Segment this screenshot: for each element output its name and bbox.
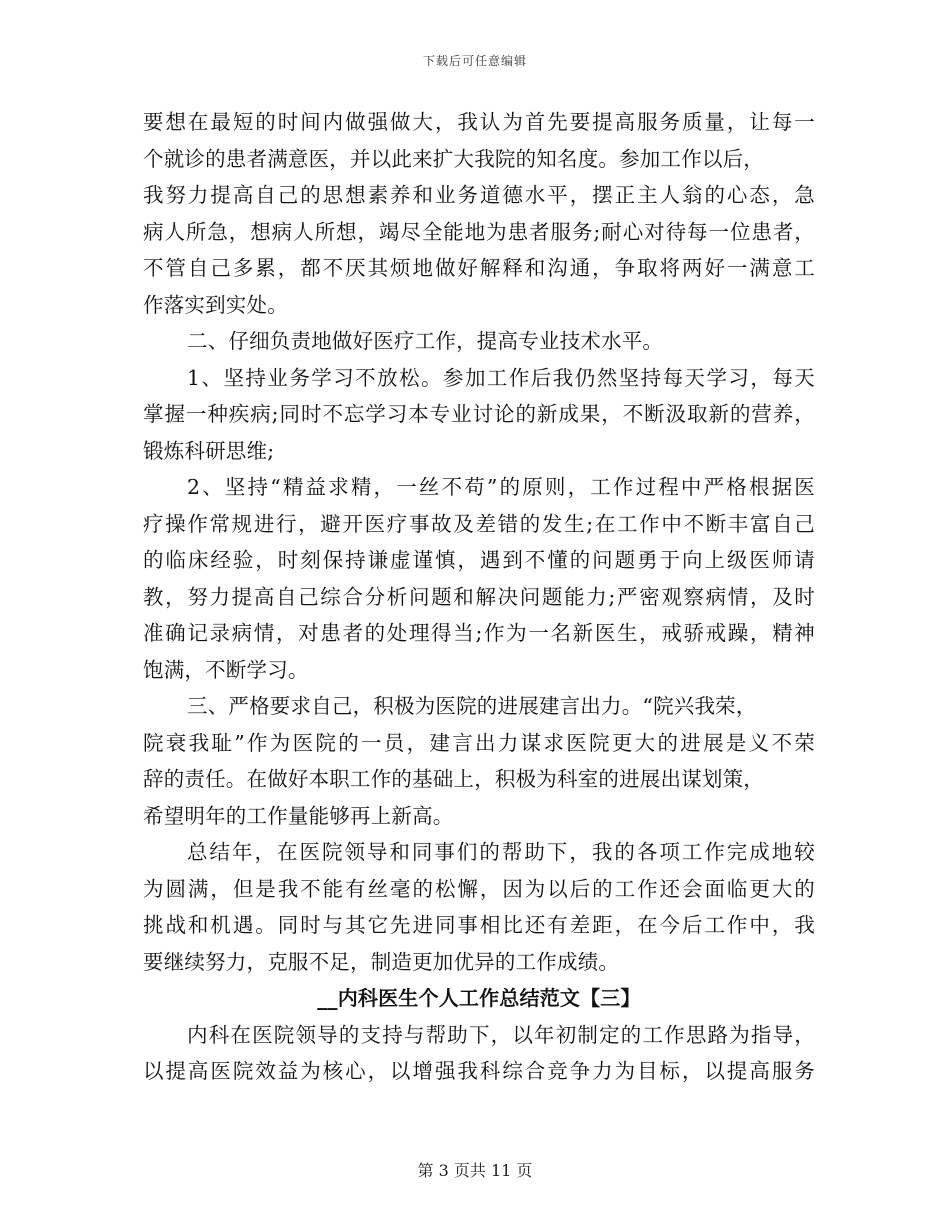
paragraph-line: 以提高医院效益为核心，以增强我科综合竞争力为目标，以提高服务 (143, 1059, 815, 1083)
paragraph-line: 三、严格要求自己，积极为医院的进展建言出力。“院兴我荣， (187, 694, 757, 718)
paragraph-line: 要继续努力，克服不足，制造更加优异的工作成绩。 (143, 949, 620, 974)
document-body (143, 104, 815, 1090)
paragraph-line: 二、仔细负责地做好医疗工作，提高专业技术水平。 (187, 329, 664, 353)
paragraph-line: 锻炼科研思维; (143, 438, 275, 463)
paragraph-line: 希望明年的工作量能够再上新高。 (143, 803, 454, 828)
paragraph-line: 饱满，不断学习。 (143, 657, 309, 682)
paragraph-line: 作落实到实处。 (143, 292, 288, 317)
page-header: 下载后可任意编辑 (422, 54, 527, 68)
paragraph-line: 不管自己多累，都不厌其烦地做好解释和沟通，争取将两好一满意工 (143, 256, 815, 280)
paragraph-line: 教，努力提高自己综合分析问题和解决问题能力;严密观察病情，及时 (143, 584, 815, 609)
paragraph-line: 我努力提高自己的思想素养和业务道德水平，摆正主人翁的心态，急 (143, 183, 815, 207)
paragraph-line: 疗操作常规进行，避开医疗事故及差错的发生;在工作中不断丰富自己 (143, 511, 815, 536)
paragraph-line: 2、坚持“精益求精，一丝不苟”的原则，工作过程中严格根据医 (187, 475, 815, 499)
paragraph-line: 个就诊的患者满意医，并以此来扩大我院的知名度。参加工作以后， (143, 146, 764, 171)
paragraph-line: 总结年，在医院领导和同事们的帮助下，我的各项工作完成地较 (187, 840, 815, 864)
paragraph-line: 病人所急，想病人所想，竭尽全能地为患者服务;耐心对待每一位患者， (143, 219, 815, 244)
section-heading: __内科医生个人工作总结范文【三】 (317, 986, 641, 1010)
paragraph-line: 挑战和机遇。同时与其它先进同事相比还有差距，在今后工作中，我 (143, 913, 815, 937)
paragraph-line: 要想在最短的时间内做强做大，我认为首先要提高服务质量，让每一 (143, 110, 815, 134)
paragraph-line: 院衰我耻”作为医院的一员，建言出力谋求医院更大的进展是义不荣 (143, 730, 815, 755)
paragraph-line: 掌握一种疾病;同时不忘学习本专业讨论的新成果，不断汲取新的营养， (143, 402, 815, 426)
paragraph-line: 内科在医院领导的支持与帮助下，以年初制定的工作思路为指导， (187, 1022, 815, 1047)
paragraph-line: 准确记录病情，对患者的处理得当;作为一名新医生，戒骄戒躁，精神 (143, 621, 815, 645)
paragraph-line: 1、坚持业务学习不放松。参加工作后我仍然坚持每天学习，每天 (187, 365, 815, 390)
paragraph-line: 为圆满，但是我不能有丝毫的松懈，因为以后的工作还会面临更大的 (143, 876, 815, 901)
page-footer: 第 3 页共 11 页 (417, 1161, 533, 1180)
paragraph-line: 的临床经验，时刻保持谦虚谨慎，遇到不懂的问题勇于向上级医师请 (143, 548, 815, 572)
paragraph-line: 辞的责任。在做好本职工作的基础上，积极为科室的进展出谋划策， (143, 767, 764, 791)
